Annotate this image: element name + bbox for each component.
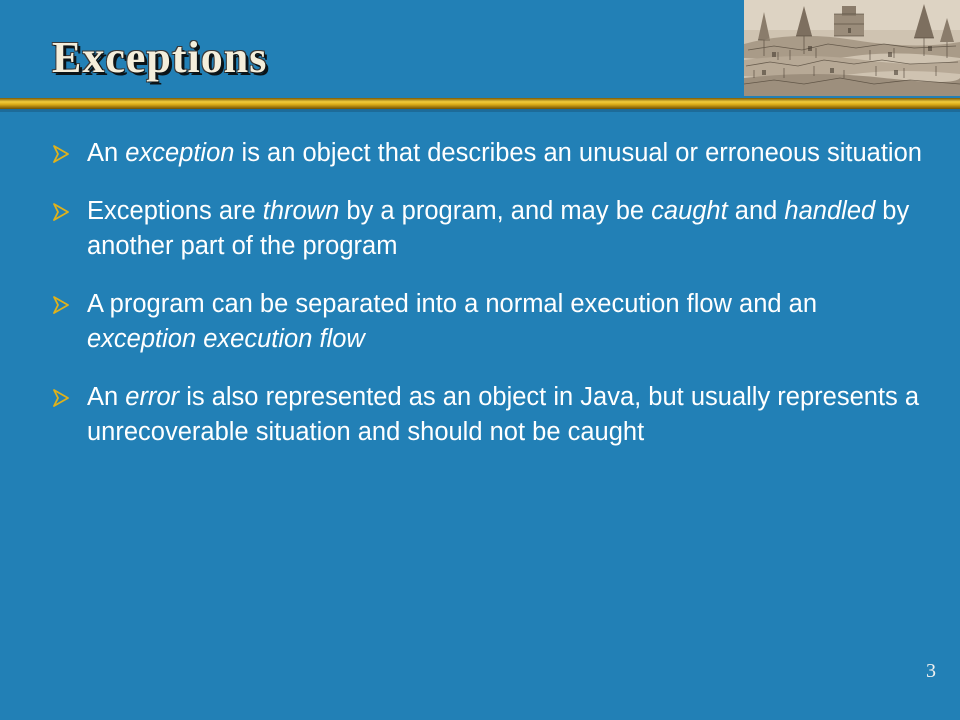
bullet-text-run: is also represented as an object in Java, but usually represents a unrecoverable situation and should not be caught (87, 383, 920, 446)
bullet-emphasis-text: exception execution flow (87, 325, 365, 353)
bullet-text (87, 383, 919, 446)
bullet-list (52, 136, 932, 473)
bullet-item (52, 380, 932, 450)
arrowhead-bullet-icon (52, 203, 70, 221)
bullet-text-run: Exceptions are (87, 197, 263, 225)
ruined-city-sketch-image (744, 0, 960, 96)
title-divider-rule (0, 96, 960, 112)
bullet-text-run: is an object that describes an unusual or erroneous situation (234, 139, 922, 167)
bullet-item (52, 136, 932, 171)
bullet-text-run: A program can be separated into a normal execution flow and an (87, 290, 818, 318)
page-number: 3 (926, 660, 936, 682)
bullet-emphasis-text: thrown (262, 197, 340, 225)
bullet-text-run: An (87, 139, 126, 167)
bullet-emphasis-text: caught (651, 197, 728, 225)
bullet-text (87, 139, 922, 167)
bullet-text (87, 290, 817, 353)
bullet-item (52, 287, 932, 357)
bullet-text-run: by a program, and may be (339, 197, 652, 225)
bullet-emphasis-text: error (125, 383, 180, 411)
bullet-text-run: by another part of the program (87, 197, 910, 260)
bullet-text-run: and (727, 197, 785, 225)
bullet-emphasis-text: exception (125, 139, 235, 167)
bullet-text-run: An (87, 383, 126, 411)
bullet-emphasis-text: handled (784, 197, 876, 225)
arrowhead-bullet-icon (52, 296, 70, 314)
arrowhead-bullet-icon (52, 145, 70, 163)
arrowhead-bullet-icon (52, 389, 70, 407)
bullet-item (52, 194, 932, 264)
slide-title: Exceptions (52, 33, 268, 82)
bullet-text (87, 197, 909, 260)
